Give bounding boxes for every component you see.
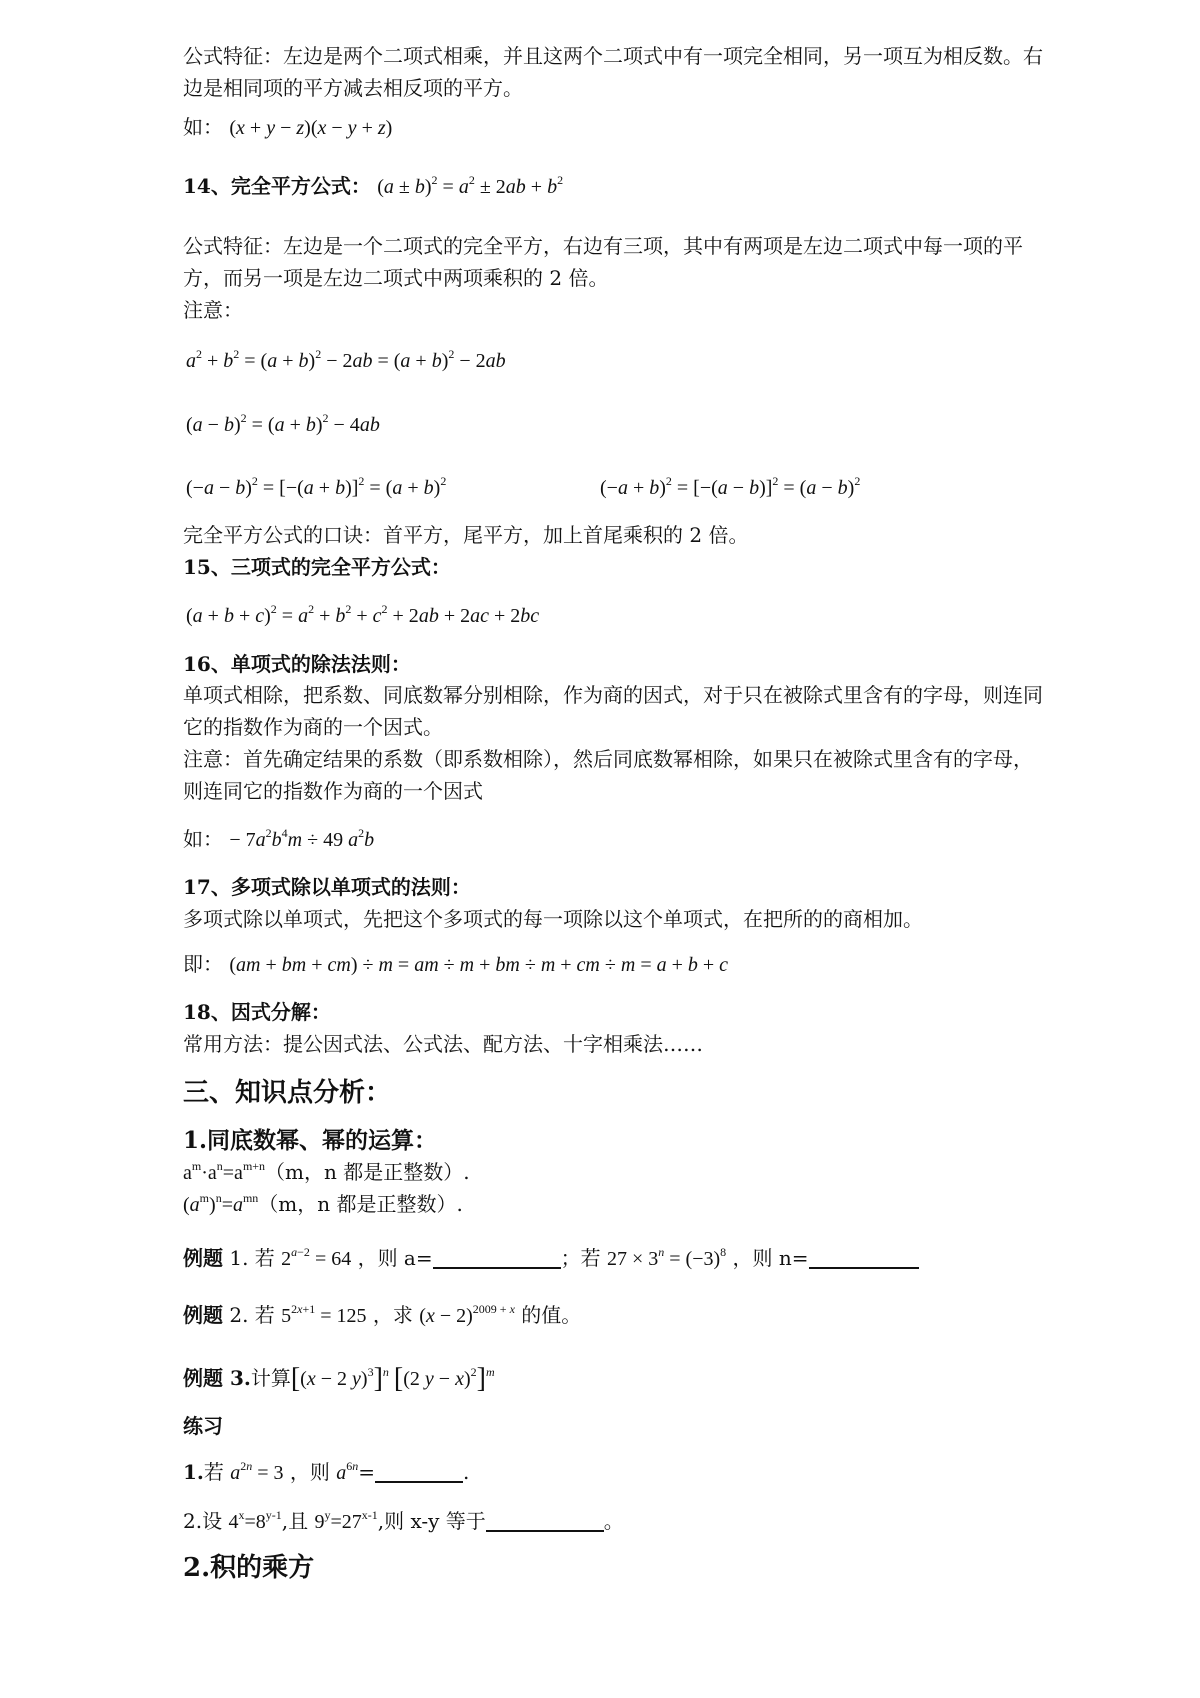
s18-methods: 常用方法：提公因式法、公式法、配方法、十字相乘法…… (183, 1032, 703, 1056)
s17-title: 17、多项式除以单项式的法则： (183, 875, 471, 899)
practice-1: 1.若 $a^{2n} = 3$ ，则 $a^{6n}=$ . (183, 1459, 470, 1484)
ex1-formula-a: $2^{a-2} = 64$ (281, 1245, 352, 1270)
ex1-answer-n-blank[interactable] (809, 1245, 919, 1269)
practice-2: 2.设 $4^x=8^{y-1}$,且 $9^y=27^{x-1}$,则 x-y 等于 。 (183, 1508, 624, 1533)
s15-formula: $(a + b + c)^2 = a^2 + b^2 + c^2 + 2ab + 2ac + 2bc$ (186, 602, 540, 627)
example-3: 例题 3.计算[(x − 2 y)$^3$]$^n$ [(2 y − x)$^2$]$^m$ (183, 1363, 495, 1394)
s16-title: 16、单项式的除法法则： (183, 652, 411, 676)
s16-example: 如： − $7a^2b^4m \div 49$ $a^2b$ (183, 826, 375, 851)
s16-rule: 单项式相除，把系数、同底数幂分别相除，作为商的因式，对于只在被除式里含有的字母，则连同它的指数作为商的一个因式。 (183, 683, 1043, 739)
part3-sub1-title: 1.同底数幂、幂的运算： (183, 1127, 438, 1154)
ex3-formula: [(x − 2 y)$^3$]$^n$ [(2 y − x)$^2$]$^m$ (290, 1363, 495, 1394)
rule2-formula: $(a^m)^n=a^{mn}$ (183, 1191, 259, 1216)
ex1-formula-b: $27 \times 3^n = (-3)^8$ (606, 1245, 727, 1270)
ex2-formula-b: $(x - 2)^{2009 + x}$ (419, 1302, 515, 1327)
rule1-formula: $a^m\cdot a^n=a^{m+n}$ (183, 1159, 266, 1184)
ex2-formula-a: $5^{2x+1} = 125$ (281, 1302, 367, 1327)
s16-note: 注意：首先确定结果的系数（即系数相除），然后同底数幂相除，如果只在被除式里含有的字母，则连同它的指数作为商的一个因式 (183, 747, 1033, 803)
s18-title: 18、因式分解： (183, 1000, 331, 1024)
s14-identity-3: $(-a - b)^2 = [-(a + b)]^2 = (a + b)^2$ (186, 474, 447, 499)
ex1-answer-a-blank[interactable] (433, 1245, 561, 1269)
p1-answer-blank[interactable] (375, 1459, 463, 1483)
s17-rule: 多项式除以单项式，先把这个多项式的每一项除以这个单项式，在把所的的商相加。 (183, 907, 923, 931)
part3-rule1: $a^m\cdot a^n=a^{m+n}(m$，n 都是正整数）. (183, 1159, 470, 1184)
s14-identity-1: $a^2 + b^2 = (a + b)^2 - 2ab = (a + b)^2 - 2ab$ (186, 347, 506, 372)
example-1: 例题 1. 若 $2^{a-2} = 64$ ，则 a= ；若 $27 \times 3^n = (-3)^8$ ，则 n= (183, 1242, 1043, 1275)
part3-title: 三、知识点分析： (183, 1078, 392, 1108)
s14-identity-4: $(-a + b)^2 = [-(a - b)]^2 = (a - b)^2$ (600, 474, 861, 499)
p2-answer-blank[interactable] (486, 1508, 604, 1532)
s13-example-formula: (x + y − z)(x − y + z) (229, 117, 393, 139)
s14-title: 14、完全平方公式： (183, 174, 371, 198)
s14-heading (183, 170, 1043, 203)
practice-title: 练习 (183, 1414, 223, 1438)
s14-identity-2: $(a - b)^2 = (a + b)^2 - 4ab$ (186, 411, 380, 436)
s14-formula: $(a \pm b)^2 = a^2 \pm 2ab + b^2$ (377, 173, 564, 198)
p2-formula-b: $9^y=27^{x-1}$ (314, 1508, 378, 1533)
s15-title: 15、三项式的完全平方公式： (183, 555, 451, 579)
s14-mnemonic: 完全平方公式的口诀：首平方，尾平方，加上首尾乘积的 2 倍。 (183, 523, 749, 547)
p1-formula-a: $a^{2n} = 3$ (230, 1459, 284, 1484)
s13-example: 如： (x + y − z)(x − y + z) (183, 115, 393, 139)
example-2: 例题 2. 若 $5^{2x+1} = 125$ ，求 $(x - 2)^{2009 + x}$ 的值。 (183, 1302, 582, 1327)
p1-formula-b: $a^{6n}$ (336, 1459, 359, 1484)
s14-feature: 公式特征：左边是一个二项式的完全平方，右边有三项，其中有两项是左边二项式中每一项的平方，而另一项是左边二项式中两项乘积的 2 倍。 (183, 234, 1023, 290)
s17-example-formula: (am + bm + cm) ÷ m = am ÷ m + bm ÷ m + cm ÷ m = a + b + c (229, 954, 729, 976)
s14-note-label: 注意： (183, 298, 243, 322)
p2-formula-a: $4^x=8^{y-1}$ (228, 1508, 282, 1533)
part3-rule2: $(a^m)^n=a^{mn}(m$，n 都是正整数）. (183, 1191, 463, 1216)
s16-example-formula: − $7a^2b^4m \div 49$ $a^2b$ (229, 826, 375, 851)
s13-feature: 公式特征：左边是两个二项式相乘，并且这两个二项式中有一项完全相同，另一项互为相反数。右边是相同项的平方减去相反项的平方。 (183, 44, 1043, 100)
s17-example: 即： (am + bm + cm) ÷ m = am ÷ m + bm ÷ m + cm ÷ m = a + b + c (183, 952, 729, 976)
part3-sub2-title: 2.积的乘方 (183, 1553, 315, 1583)
